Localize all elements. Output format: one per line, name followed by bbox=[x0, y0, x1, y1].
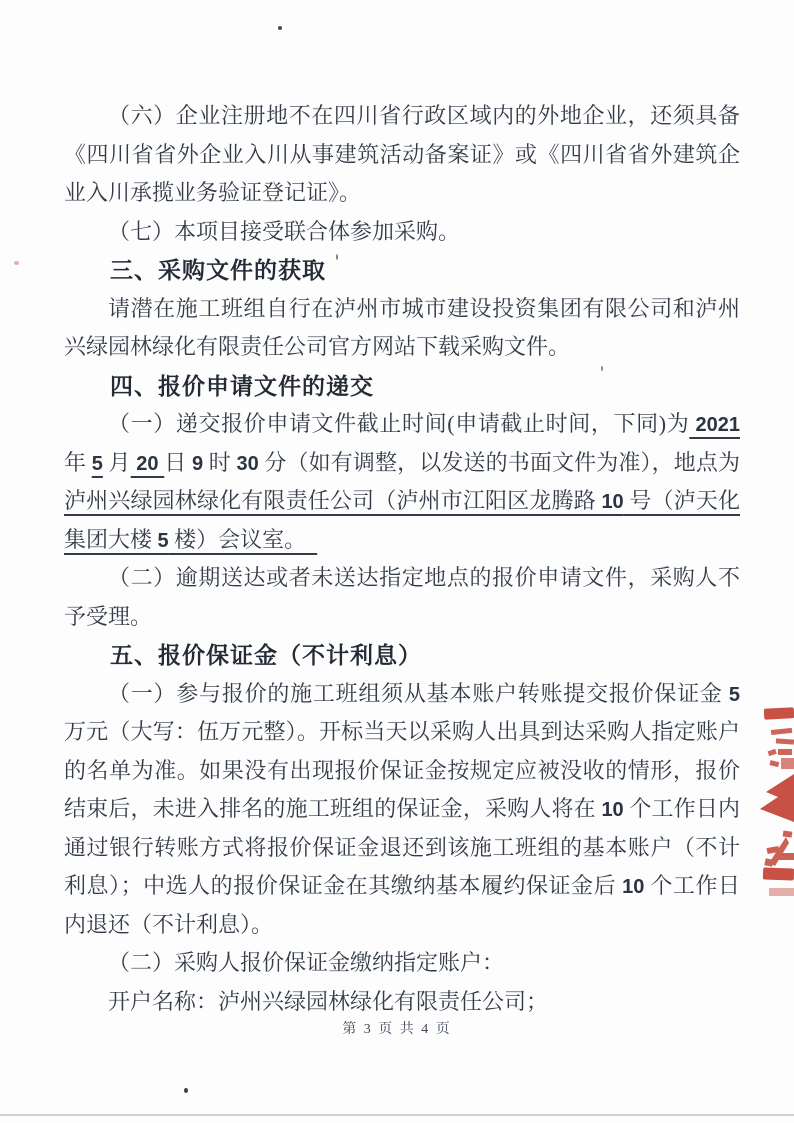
number-text: 30 bbox=[236, 452, 259, 475]
number-text: 10 bbox=[601, 491, 624, 513]
text-segment: 兴绿园林绿化有限责任公司官方网站下载采购文件。 bbox=[64, 334, 571, 359]
text-segment: 集团大楼 bbox=[64, 526, 158, 552]
text-line bbox=[64, 174, 740, 213]
text-segment: 利息）；中选人的报价保证金在其缴纳基本履约保证金后 bbox=[64, 873, 623, 898]
text-segment: 分（如有调整，以发送的书面文件为准），地点为 bbox=[258, 449, 740, 475]
text-segment: 日 bbox=[164, 449, 192, 475]
text-segment: 时 bbox=[203, 449, 237, 475]
scan-edge-shadow bbox=[0, 1114, 794, 1116]
text-line bbox=[64, 713, 740, 752]
text-segment: 通过银行转账方式将报价保证金退还到该施工班组的基本账户（不计 bbox=[64, 834, 740, 860]
text-line bbox=[64, 675, 740, 714]
scan-speck bbox=[184, 1088, 188, 1093]
text-line bbox=[64, 944, 740, 983]
text-segment: 楼）会议室。 bbox=[168, 526, 318, 552]
text-segment: （六）企业注册地不在四川省行政区域内的外地企业，还须具备 bbox=[108, 103, 740, 128]
text-segment: 月 bbox=[102, 449, 131, 475]
text-segment: 予受理。 bbox=[64, 603, 153, 629]
text-segment: （二）采购人报价保证金缴纳指定账户： bbox=[108, 950, 505, 975]
number-text: 5 bbox=[157, 529, 169, 552]
document-body bbox=[64, 97, 740, 1021]
number-text: 20 bbox=[130, 452, 165, 475]
text-line bbox=[64, 97, 740, 136]
red-seal-stamp bbox=[753, 695, 794, 900]
text-line bbox=[64, 752, 740, 791]
text-segment: 四、报价申请文件的递交 bbox=[110, 372, 374, 399]
text-segment: 泸州兴绿园林绿化有限责任公司（泸州市江阳区龙腾路 bbox=[64, 488, 602, 513]
scan-speck bbox=[336, 254, 338, 260]
text-line bbox=[64, 405, 740, 444]
section-heading bbox=[64, 251, 740, 290]
number-text: 10 bbox=[622, 876, 645, 898]
text-line bbox=[64, 906, 740, 945]
text-segment: 内退还（不计利息）。 bbox=[64, 911, 274, 937]
section-heading bbox=[64, 636, 740, 675]
text-line bbox=[64, 829, 740, 868]
text-segment: 开户名称：泸州兴绿园林绿化有限责任公司； bbox=[108, 988, 549, 1014]
text-segment: 《四川省省外企业入川从事建筑活动备案证》或《四川省省外建筑企 bbox=[64, 141, 740, 167]
text-line bbox=[64, 136, 740, 175]
text-segment: 结束后，未进入排名的施工班组的保证金，采购人将在 bbox=[64, 796, 602, 821]
red-seal-graphic bbox=[753, 695, 794, 900]
text-line bbox=[64, 983, 740, 1022]
number-text: 10 bbox=[601, 799, 624, 821]
number-text: 5 bbox=[91, 452, 103, 475]
text-segment: （七）本项目接受联合体参加采购。 bbox=[108, 218, 461, 244]
text-line bbox=[64, 444, 740, 483]
page-footer: 第 3 页 共 4 页 bbox=[342, 1022, 452, 1037]
scan-speck bbox=[601, 366, 603, 371]
text-segment: （一）递交报价申请文件截止时间(申请截止时间，下同)为 bbox=[108, 411, 690, 436]
text-segment: 请潜在施工班组自行在泸州市城市建设投资集团有限公司和泸州 bbox=[108, 295, 740, 321]
text-segment: 号（泸天化 bbox=[623, 488, 740, 513]
number-text: 5 bbox=[728, 683, 740, 706]
text-segment: 业入川承揽业务验证登记证》。 bbox=[64, 180, 362, 205]
section-heading bbox=[64, 367, 740, 406]
text-line bbox=[64, 790, 740, 829]
text-line bbox=[64, 290, 740, 329]
text-line bbox=[64, 867, 740, 906]
text-segment: 个工作日 bbox=[644, 873, 740, 898]
scan-speck bbox=[278, 26, 282, 30]
text-line bbox=[64, 213, 740, 252]
text-line bbox=[64, 521, 740, 560]
text-line bbox=[64, 328, 740, 367]
text-line bbox=[64, 559, 740, 598]
text-segment: 的名单为准。如果没有出现报价保证金按规定应被没收的情形，报价 bbox=[64, 757, 740, 783]
text-segment: （二）逾期送达或者未送达指定地点的报价申请文件，采购人不 bbox=[108, 565, 740, 590]
text-segment: 个工作日内 bbox=[623, 796, 740, 821]
text-segment: 万元（大写：伍万元整）。开标当天以采购人出具到达采购人指定账户 bbox=[64, 719, 740, 744]
text-segment: （一）参与报价的施工班组须从基本账户转账提交报价保证金 bbox=[108, 680, 729, 706]
number-text: 9 bbox=[191, 452, 204, 475]
text-line bbox=[64, 598, 740, 637]
text-segment: 五、报价保证金（不计利息） bbox=[110, 642, 422, 668]
scan-speck bbox=[14, 261, 19, 265]
text-segment: 三、采购文件的获取 bbox=[110, 257, 326, 283]
text-segment: 年 bbox=[64, 449, 92, 475]
number-text: 2021 bbox=[689, 414, 740, 436]
text-line bbox=[64, 482, 740, 521]
